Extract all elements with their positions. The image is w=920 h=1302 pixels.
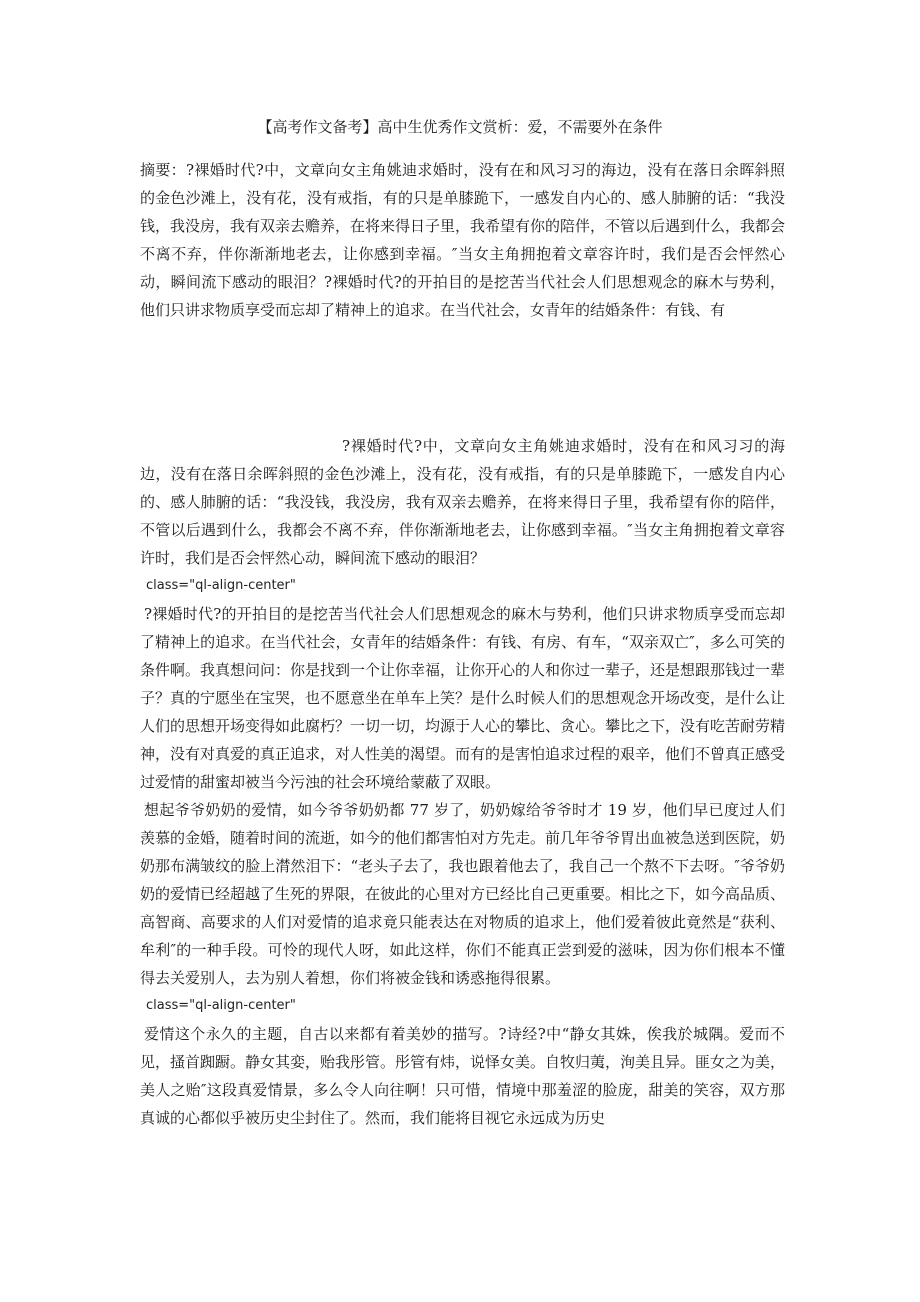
align-class-marker: class="ql-align-center" (146, 578, 296, 593)
body-paragraph: ?裸婚时代?的开拍目的是挖苦当代社会人们思想观念的麻木与势利，他们只讲求物质享受而忘却了精神上的追求。在当代社会，女青年的结婚条件：有钱、有房、有车，“双亲双亡″，多么可笑的条件啊。我真想问问：你是找到一个让你幸福，让你开心的人和你过一辈子，还是想跟那钱过一辈子？真的宁愿坐在宝哭，也不愿意坐在单车上笑？是什么时候人们的思想观念开场改变，是什么让人们的思想开场变得如此腐朽？一切一切，均源于人心的攀比、贪心。攀比之下，没有吃苦耐劳精神，没有对真爱的真正追求，对人性美的渴望。而有的是害怕追求过程的艰辛，他们不曾真正感受过爱情的甜蜜却被当今污浊的社会环境给蒙蔽了双眼。 (140, 605, 786, 791)
document-body (140, 432, 785, 1132)
abstract-paragraph: 摘要：?裸婚时代?中，文章向女主角姚迪求婚时，没有在和风习习的海边，没有在落日余晖斜照的金色沙滩上，没有花，没有戒指，有的只是单膝跪下，一感发自内心的、感人肺腑的话：“我没钱，我没房，我有双亲去赡养，在将来得日子里，我希望有你的陪伴，不管以后遇到什么，我都会不离不弃，伴你渐渐地老去，让你感到幸福。″当女主角拥抱着文章容许时，我们是否会怦然心动，瞬间流下感动的眼泪？?裸婚时代?的开拍目的是挖苦当代社会人们思想观念的麻木与势利，他们只讲求物质享受而忘却了精神上的追求。在当代社会，女青年的结婚条件：有钱、有 (140, 161, 786, 319)
body-paragraph: 爱情这个永久的主题，自古以来都有着美妙的描写。?诗经?中“静女其姝，俟我於城隅。爱而不见，搔首踟蹰。静女其娈，贻我彤管。彤管有炜，说怿女美。自牧归荑，洵美且异。匪女之为美，美人之贻″这段真爱情景，多么令人向往啊！只可惜，情境中那羞涩的脸庞，甜美的笑容，双方那真诚的心都似乎被历史尘封住了。然而，我们能将目视它永远成为历史 (140, 1025, 786, 1127)
document-title: 【高考作文备考】高中生优秀作文赏析：爱，不需要外在条件 (257, 118, 663, 136)
body-paragraph: ?裸婚时代?中，文章向女主角姚迪求婚时，没有在和风习习的海边，没有在落日余晖斜照的金色沙滩上，没有花，没有戒指，有的只是单膝跪下，一感发自内心的、感人肺腑的话：“我没钱，我没房，我有双亲去赡养，在将来得日子里，我希望有你的陪伴，不管以后遇到什么，我都会不离不弃，伴你渐渐地老去，让你感到幸福。″当女主角拥抱着文章容许时，我们是否会怦然心动，瞬间流下感动的眼泪？ (140, 437, 785, 567)
body-paragraph: 想起爷爷奶奶的爱情，如今爷爷奶奶都 77 岁了，奶奶嫁给爷爷时才 19 岁，他们早已度过人们羡慕的金婚，随着时间的流逝，如今的他们都害怕对方先走。前几年爷爷胃出血被急送到医院，奶奶那布满皱纹的脸上潸然泪下：“老头子去了，我也跟着他去了，我自己一个熬不下去呀。″爷爷奶奶的爱情已经超越了生死的界限，在彼此的心里对方已经比自己更重要。相比之下，如今高品质、高智商、高要求的人们对爱情的追求竟只能表达在对物质的追求上，他们爱着彼此竟然是“获利、牟利″的一种手段。可怜的现代人呀，如此这样，你们不能真正尝到爱的滋味，因为你们根本不懂得去关爱别人，去为别人着想，你们将被金钱和诱惑拖得很累。 (140, 801, 786, 987)
align-class-marker: class="ql-align-center" (146, 998, 296, 1013)
